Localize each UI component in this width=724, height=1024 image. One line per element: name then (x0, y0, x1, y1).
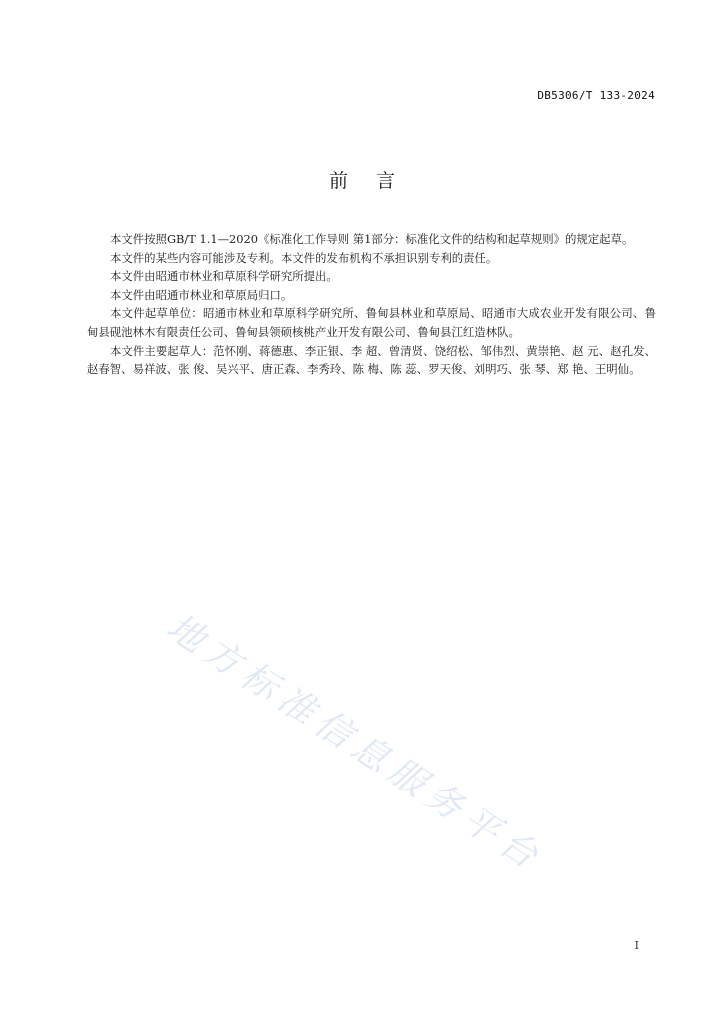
paragraph-patent-notice: 本文件的某些内容可能涉及专利。本文件的发布机构不承担识别专利的责任。 (110, 250, 498, 265)
paragraph-drafters: 本文件主要起草人：范怀刚、蒋德惠、李正银、李 超、曾清贤、饶绍松、邹伟烈、黄崇艳、赵 元、赵孔发、赵春智、易祥波、张 俊、吴兴平、唐正森、李秀玲、陈 梅、陈 蕊、罗天俊、刘明巧、张 琴、郑 艳、王明仙。 (87, 343, 656, 377)
page-number: I (634, 939, 639, 952)
paragraph-drafting-units: 本文件起草单位：昭通市林业和草原科学研究所、鲁甸县林业和草原局、昭通市大成农业开发有限公司、鲁甸县砚池林木有限责任公司、鲁甸县领硕核桃产业开发有限公司、鲁甸县江红造林队。 (87, 306, 656, 339)
document-code: DB5306/T 133-2024 (537, 89, 655, 102)
watermark: 地方标准信息服务平台 (159, 606, 551, 881)
document-body (87, 230, 656, 379)
paragraph-drafting-rules: 本文件按照GB/T 1.1—2020《标准化工作导则 第1部分：标准化文件的结构和起草规则》的规定起草。 (110, 232, 634, 246)
paragraph-proposer: 本文件由昭通市林业和草原科学研究所提出。 (110, 269, 338, 284)
page-title: 前言 (328, 170, 423, 192)
paragraph-centralized-unit: 本文件由昭通市林业和草原局归口。 (110, 287, 293, 302)
